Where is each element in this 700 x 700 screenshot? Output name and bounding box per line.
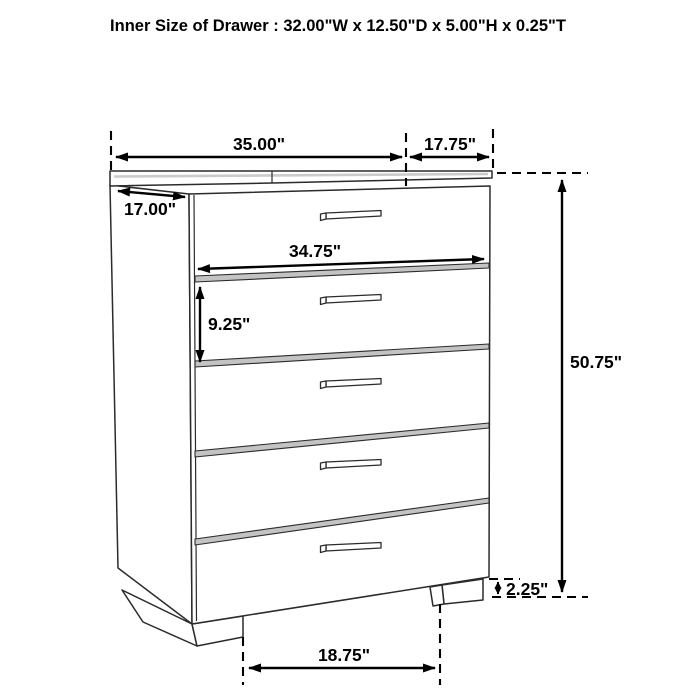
dim-side-depth-label: 17.00" xyxy=(123,199,177,219)
dim-top-depth xyxy=(410,134,489,157)
dim-drawer-width-label: 34.75" xyxy=(288,241,342,261)
dim-top-depth-label: 17.75" xyxy=(423,134,477,154)
dim-foot-spacing-label: 18.75" xyxy=(317,645,371,665)
dim-drawer-height-label: 9.25" xyxy=(208,314,251,334)
dim-top-width-label: 35.00" xyxy=(232,134,286,154)
dim-base-height-label: 2.25" xyxy=(506,579,549,599)
side-panel xyxy=(110,185,192,624)
dim-top-width xyxy=(116,134,402,157)
dim-base-height xyxy=(498,579,548,599)
dim-foot-spacing xyxy=(249,645,435,668)
dim-overall-height-label: 50.75" xyxy=(570,352,623,372)
diagram-title: Inner Size of Drawer : 32.00"W x 12.50"D x 5.00"H x 0.25"T xyxy=(110,17,566,35)
dim-overall-height xyxy=(562,180,622,592)
